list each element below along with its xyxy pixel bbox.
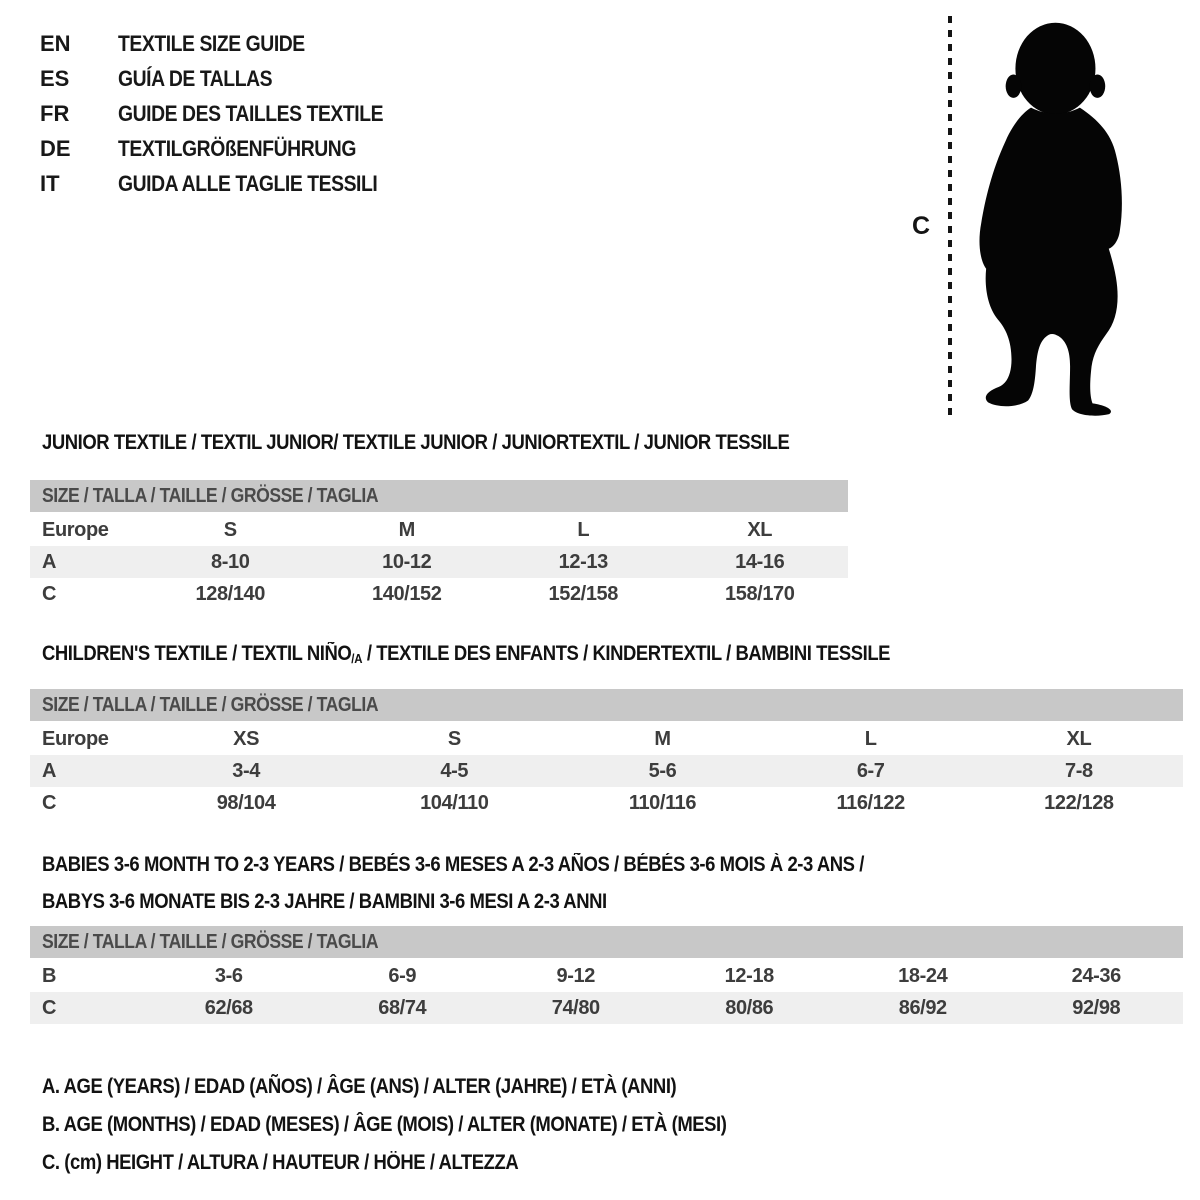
size-cell: 86/92 [898, 996, 947, 1019]
junior-size-header-bar [30, 480, 848, 512]
children-size-table [30, 723, 1183, 819]
junior-section-heading [42, 431, 891, 455]
babies-size-header-bar [30, 926, 1183, 958]
size-cell: 116/122 [836, 791, 905, 814]
size-cell: 10-12 [382, 550, 432, 573]
size-cell: 3-6 [214, 964, 243, 987]
table-row [30, 514, 848, 546]
language-list [40, 26, 419, 201]
size-cell: S [223, 518, 237, 541]
legend-line-b [42, 1106, 820, 1144]
size-cell: 12-18 [724, 964, 774, 987]
language-code: ES [40, 65, 70, 91]
size-cell: 24-36 [1071, 964, 1121, 987]
size-cell: L [864, 727, 877, 750]
row-label: C [42, 996, 57, 1019]
measure-legend [42, 1068, 820, 1182]
table-row [30, 546, 848, 578]
legend-text: B. AGE (MONTHS) / EDAD (MESES) / ÂGE (MOIS) / ALTER (MONATE) / ETÀ (MESI) [42, 1113, 727, 1136]
size-cell: M [398, 518, 415, 541]
table-row [30, 992, 1183, 1024]
language-code: FR [40, 100, 70, 126]
language-title: TEXTILGRÖßENFÜHRUNG [118, 135, 356, 161]
size-cell: XL [747, 518, 773, 541]
language-row-fr [40, 96, 419, 131]
size-cell: 5-6 [648, 759, 677, 782]
measure-label-c: C [912, 212, 931, 240]
table-row [30, 578, 848, 610]
language-title: GUIDA ALLE TAGLIE TESSILI [118, 170, 378, 196]
size-cell: 92/98 [1072, 996, 1121, 1019]
size-cell: 7-8 [1065, 759, 1093, 782]
children-heading-text [42, 642, 890, 666]
size-cell: 128/140 [195, 582, 265, 605]
size-cell: 110/116 [628, 791, 697, 814]
row-label: C [42, 791, 57, 814]
size-cell: 122/128 [1044, 791, 1114, 814]
size-cell: 9-12 [556, 964, 595, 987]
size-cell: 12-13 [558, 550, 608, 573]
size-cell: S [447, 727, 461, 750]
size-cell: 140/152 [372, 582, 442, 605]
legend-line-c [42, 1144, 820, 1182]
junior-heading-text: JUNIOR TEXTILE / TEXTIL JUNIOR/ TEXTILE JUNIOR / JUNIORTEXTIL / JUNIOR TESSILE [42, 431, 790, 454]
size-cell: 62/68 [204, 996, 253, 1019]
size-cell: M [654, 727, 671, 750]
size-header-text: SIZE / TALLA / TAILLE / GRÖSSE / TAGLIA [42, 930, 379, 953]
size-cell: 158/170 [725, 582, 795, 605]
row-label: A [42, 550, 57, 573]
size-cell: 6-9 [388, 964, 417, 987]
legend-text: A. AGE (YEARS) / EDAD (AÑOS) / ÂGE (ANS) / ALTER (JAHRE) / ETÀ (ANNI) [42, 1075, 677, 1098]
language-code: IT [40, 170, 60, 196]
row-label: A [42, 759, 57, 782]
size-cell: XL [1066, 727, 1092, 750]
size-cell: 74/80 [551, 996, 600, 1019]
height-dashed-line [948, 16, 952, 416]
size-cell: 4-5 [440, 759, 469, 782]
table-row [30, 755, 1183, 787]
row-label: Europe [42, 727, 109, 750]
children-heading-prefix: CHILDREN'S TEXTILE / TEXTIL NIÑO [42, 642, 352, 665]
children-heading-suffix: / TEXTILE DES ENFANTS / KINDERTEXTIL / BAMBINI TESSILE [362, 642, 891, 665]
table-row [30, 960, 1183, 992]
size-header-text: SIZE / TALLA / TAILLE / GRÖSSE / TAGLIA [42, 693, 379, 716]
language-row-es [40, 61, 419, 96]
babies-section-heading [42, 846, 976, 920]
language-row-it [40, 166, 419, 201]
size-cell: 98/104 [216, 791, 276, 814]
table-row [30, 787, 1183, 819]
size-cell: 3-4 [232, 759, 260, 782]
legend-text: C. (cm) HEIGHT / ALTURA / HAUTEUR / HÖHE / ALTEZZA [42, 1151, 519, 1174]
junior-size-table [30, 514, 848, 610]
size-cell: 68/74 [378, 996, 427, 1019]
babies-size-table [30, 960, 1183, 1024]
language-title: GUÍA DE TALLAS [118, 65, 273, 91]
row-label: C [42, 582, 57, 605]
row-label: Europe [42, 518, 109, 541]
babies-heading-line2: BABYS 3-6 MONATE BIS 2-3 JAHRE / BAMBINI 3-6 MESI A 2-3 ANNI [42, 890, 607, 913]
toddler-silhouette-icon [962, 12, 1144, 420]
row-label: B [42, 964, 57, 987]
children-section-heading [42, 642, 1006, 666]
language-code: DE [40, 135, 71, 161]
legend-line-a [42, 1068, 820, 1106]
size-cell: 152/158 [548, 582, 618, 605]
babies-heading-line1: BABIES 3-6 MONTH TO 2-3 YEARS / BEBÉS 3-6 MESES A 2-3 AÑOS / BÉBÉS 3-6 MOIS À 2-3 ANS / [42, 853, 864, 876]
size-cell: 14-16 [735, 550, 785, 573]
size-cell: XS [233, 727, 260, 750]
size-cell: 18-24 [898, 964, 948, 987]
size-cell: L [577, 518, 590, 541]
size-cell: 80/86 [725, 996, 774, 1019]
size-cell: 6-7 [856, 759, 885, 782]
children-size-header-bar [30, 689, 1183, 721]
size-cell: 8-10 [211, 550, 250, 573]
table-row [30, 723, 1183, 755]
children-heading-sub: /A [351, 651, 363, 666]
size-header-text: SIZE / TALLA / TAILLE / GRÖSSE / TAGLIA [42, 484, 379, 507]
language-title: TEXTILE SIZE GUIDE [118, 30, 305, 56]
language-code: EN [40, 30, 71, 56]
language-row-de [40, 131, 419, 166]
language-row-en [40, 26, 419, 61]
size-cell: 104/110 [420, 791, 489, 814]
language-title: GUIDE DES TAILLES TEXTILE [118, 100, 384, 126]
